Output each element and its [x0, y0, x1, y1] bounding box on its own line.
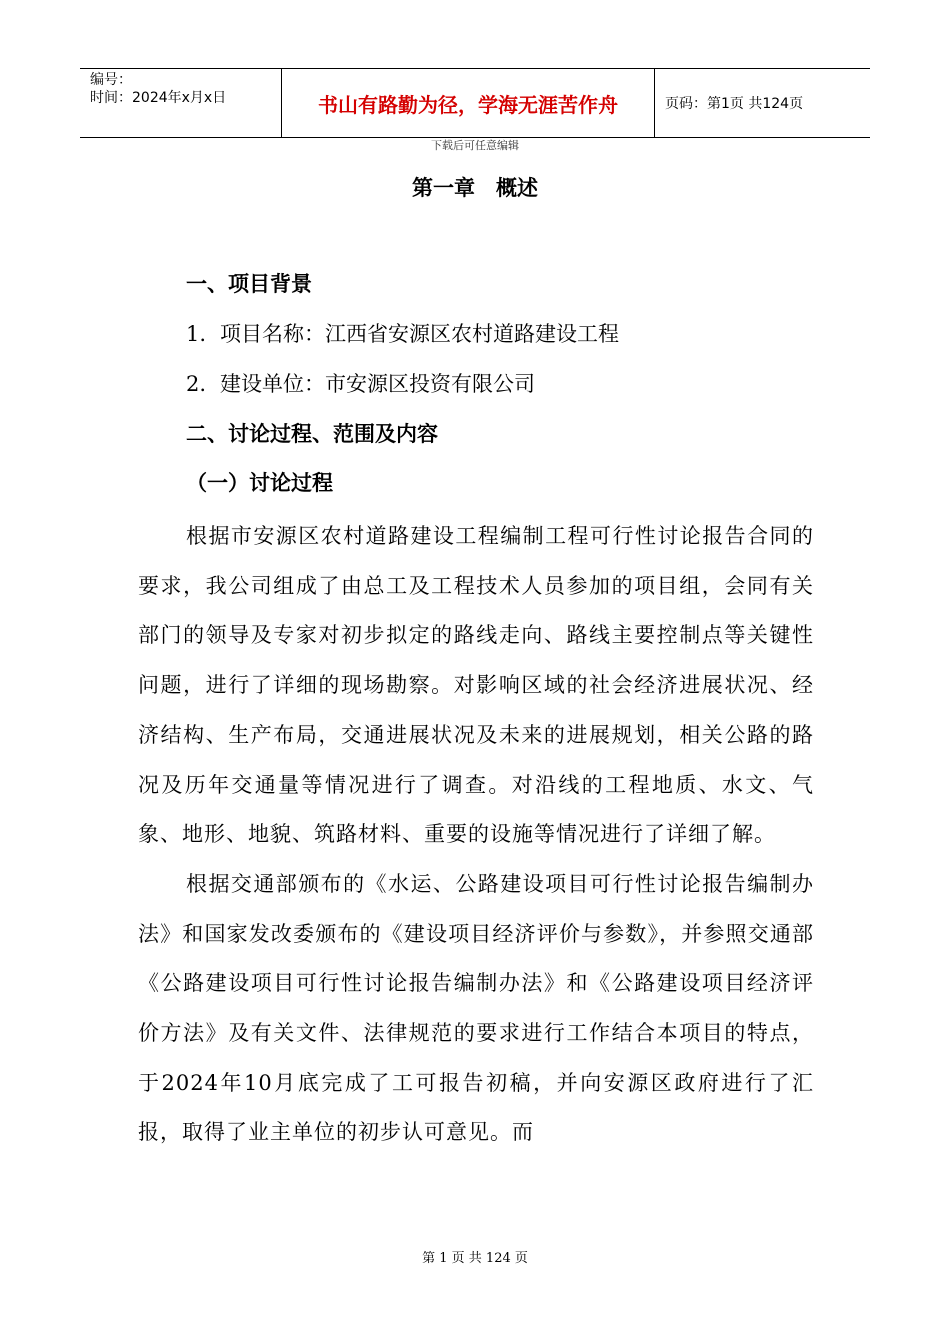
list-item-text: 建设单位：市安源区投资有限公司 [220, 372, 535, 396]
page-header [80, 68, 870, 138]
document-number-label: 编号： [90, 72, 132, 88]
section-heading-background: 一、项目背景 [186, 272, 312, 296]
paragraph: 根据市安源区农村道路建设工程编制工程可行性讨论报告合同的要求，我公司组成了由总工及工程技术人员参加的项目组，会同有关部门的领导及专家对初步拟定的路线走向、路线主要控制点等关键性问题，进行了详细的现场勘察。对影响区域的社会经济进展状况、经济结构、生产布局，交通进展状况及未来的进展规划，相关公路的路况及历年交通量等情况进行了调查。对沿线的工程地质、水文、气象、地形、地貌、筑路材料、重要的设施等情况进行了详细了解。 [138, 524, 814, 847]
header-page-info: 页码：第1页 共124页 [665, 96, 804, 112]
section-heading-process: 二、讨论过程、范围及内容 [186, 422, 438, 446]
list-item-number: 2. [186, 372, 207, 396]
chapter-title: 第一章 概述 [412, 176, 538, 200]
header-motto: 书山有路勤为径，学海无涯苦作舟 [282, 69, 655, 137]
edit-note: 下载后可任意编辑 [431, 139, 519, 152]
list-item-project-name [186, 318, 619, 348]
header-meta [80, 69, 282, 137]
paragraph: 根据交通部颁布的《水运、公路建设项目可行性讨论报告编制办法》和国家发改委颁布的《建设项目经济评价与参数》，并参照交通部《公路建设项目可行性讨论报告编制办法》和《公路建设项目经济评价方法》及有关文件、法律规范的要求进行工作结合本项目的特点，于2024年10月底完成了工可报告初稿，并向安源区政府进行了汇报，取得了业主单位的初步认可意见。而 [138, 871, 814, 1145]
page-footer: 第 1 页 共 124 页 [422, 1251, 528, 1266]
document-date-label: 时间：2024年x月x日 [90, 90, 227, 106]
subsection-heading: （一）讨论过程 [186, 471, 333, 495]
body-text [138, 512, 814, 1158]
list-item-number: 1. [186, 322, 207, 346]
list-item-text: 项目名称：江西省安源区农村道路建设工程 [220, 322, 619, 346]
list-item-construction-unit [186, 368, 535, 398]
